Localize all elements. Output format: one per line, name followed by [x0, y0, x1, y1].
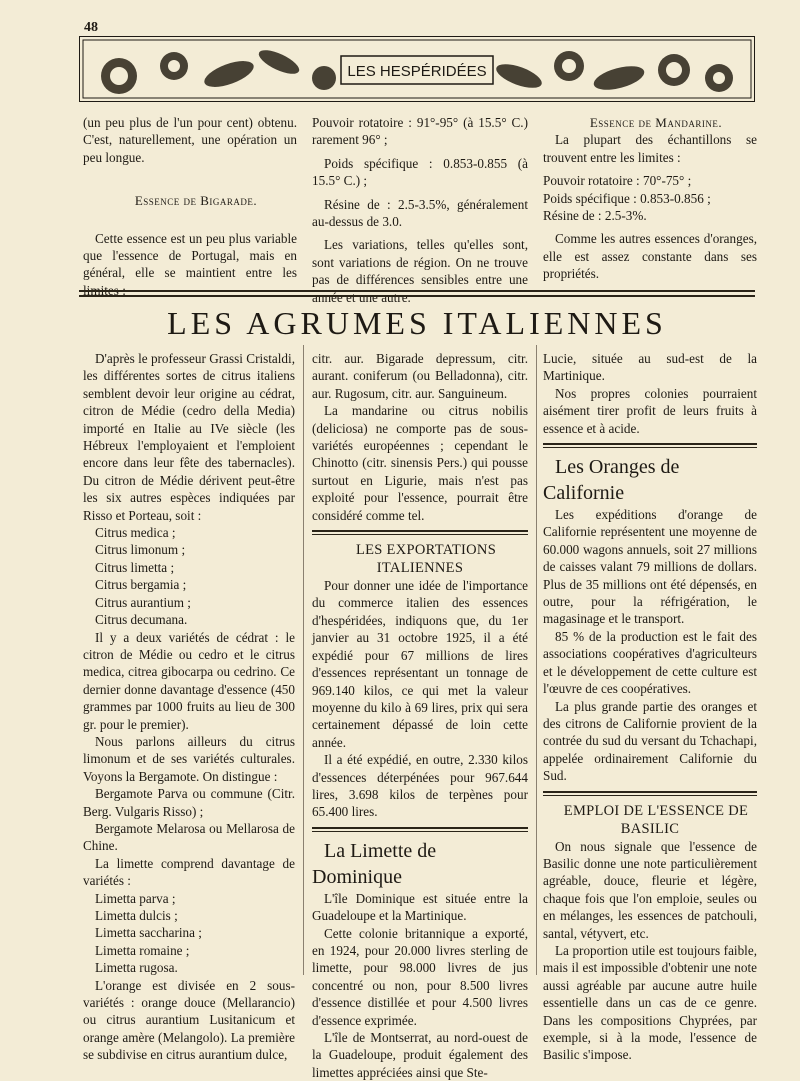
paragraph: Lucie, située au sud-est de la Martinique. — [543, 351, 757, 384]
paragraph: La limette comprend davantage de variétés : — [83, 855, 295, 889]
section-divider — [79, 290, 755, 300]
heading-exportations: LES EXPORTATIONS ITALIENNES — [355, 542, 497, 577]
paragraph: La plus grande partie des oranges et des citrons de Californie provient de la contrée du sud du versant du Tchachapi, appelée ordinairement Californie du Sud. — [543, 698, 757, 784]
list-item: Limetta parva ; — [95, 890, 176, 906]
top-column-1 — [83, 114, 297, 299]
paragraph: Comme les autres essences d'oranges, elle est assez constante dans ses propriétés. — [543, 231, 757, 282]
paragraph: (un peu plus de l'un pour cent) obtenu. C'est, naturellement, une opération un peu longue. — [83, 115, 297, 165]
list-item: Citrus aurantium ; — [95, 594, 191, 610]
list-item: Limetta saccharina ; — [95, 925, 202, 941]
heading-basilic: EMPLOI DE L'ESSENCE DE BASILIC — [563, 802, 749, 837]
column-rule — [536, 345, 537, 975]
heading-oranges-californie: Les Oranges de Californie — [543, 456, 680, 505]
paragraph: Les variations, telles qu'elles sont, sont variations de région. On ne trouve pas de différences sensibles entre une année et une autre. — [312, 237, 528, 305]
section-heading-mandarine: Essence de Mandarine. — [589, 115, 723, 130]
paragraph: Nous parlons ailleurs du citrus limonum et de ses variétés culturales. Voyons la Bergamote. On distingue : — [83, 733, 295, 784]
main-column-2 — [312, 350, 528, 1081]
paragraph: Cette colonie britannique a exporté, en 1924, pour 20.000 livres sterling de limette, pour 98.000 livres de jus concentré ou non, pour 8.500 livres d'essence distillée et pour 4.500 livres d'essence exprimée. — [312, 925, 528, 1028]
paragraph: Résine de : 2.5-3%. — [543, 208, 647, 224]
paragraph: La plupart des échantillons se trouvent entre les limites : — [543, 132, 757, 165]
divider — [312, 827, 528, 832]
paragraph: Il a été expédié, en outre, 2.330 kilos d'essences déterpénées pour 967.644 lires, 3.698 kilos de terpènes pour 65.400 lires. — [312, 752, 528, 820]
list-item: Citrus limetta ; — [95, 559, 175, 575]
divider — [543, 791, 757, 796]
list-item: Citrus bergamia ; — [95, 577, 187, 593]
paragraph: 85 % de la production est le fait des associations coopératives d'agriculteurs et le développement de cette culture est l'œuvre de ces coopératives. — [543, 628, 757, 697]
paragraph: On nous signale que l'essence de Basilic donne une note particulièrement agréable, douce, fleurie et légère, chaque fois que l'on emploie, seules ou en mélanges, les essences de patchouli, santal, vétyvert, etc. — [543, 838, 757, 941]
paragraph: Pouvoir rotatoire : 70°-75° ; — [543, 173, 692, 189]
divider — [312, 530, 528, 535]
paragraph: Poids spécifique : 0.853-0.855 (à 15.5° C.) ; — [312, 155, 528, 189]
list-item: Limetta rugosa. — [95, 960, 178, 976]
main-title: LES AGRUMES ITALIENNES — [167, 305, 667, 341]
heading-limette-dominique: La Limette de Dominique — [312, 839, 437, 888]
paragraph: Résine de : 2.5-3.5%, généralement au-dessus de 3.0. — [312, 196, 528, 230]
divider — [543, 443, 757, 448]
decorative-banner — [79, 36, 755, 102]
paragraph: Bergamote Melarosa ou Mellarosa de Chine. — [83, 820, 295, 854]
paragraph: Il y a deux variétés de cédrat : le citron de Médie ou cedro et le citrus medica, citrea gibocarpa ou cedrino. Ce dernier donne davantage d'essence (450 grammes par 1000 fruits au lieu de 300 gr. pour le premier). — [83, 629, 295, 732]
banner-title: LES HESPÉRIDÉES — [347, 63, 487, 80]
paragraph: Bergamote Parva ou commune (Citr. Berg. Vulgaris Risso) ; — [83, 786, 295, 819]
paragraph: Pouvoir rotatoire : 91°-95° (à 15.5° C.) rarement 96° ; — [312, 115, 528, 148]
list-item: Citrus decumana. — [95, 612, 188, 628]
page-number: 48 — [84, 20, 98, 35]
paragraph: Poids spécifique : 0.853-0.856 ; — [543, 190, 711, 206]
fruit-frieze-illustration — [79, 36, 755, 102]
list-item: Limetta romaine ; — [95, 942, 190, 958]
top-column-2 — [312, 114, 528, 306]
paragraph: La mandarine ou citrus nobilis (deliciosa) ne comporte pas de sous-variétés européennes ; cependant le Chinotto (citr. sinensis Pers.) qui pousse surtout en Ligurie, mais n'est pas exploité pour l'essence, pourrait être considéré comme tel. — [312, 403, 528, 523]
main-column-3 — [543, 350, 757, 1064]
paragraph: La proportion utile est toujours faible, mais il est impossible d'obtenir une note aussi agréable par aucune autre huile essentielle dans un cas de ce genre. Dans les compositions Chyprées, par exemple, si à la mode, l'essence de Basilic s'impose. — [543, 942, 757, 1063]
top-column-3 — [543, 114, 757, 283]
main-column-1 — [83, 350, 295, 1064]
paragraph: Nos propres colonies pourraient aisément tirer profit de leurs fruits à essence et à acide. — [543, 385, 757, 436]
paragraph: Cette essence est un peu plus variable que l'essence de Portugal, mais en général, elle se maintient entre les limites : — [83, 230, 297, 298]
list-item: Limetta dulcis ; — [95, 908, 178, 923]
paragraph: D'après le professeur Grassi Cristaldi, les différentes sortes de citrus italiens semblent devoir leur origine au cédrat, citron de Médie (cedro della Media) importé en Italie au IVe siècle (les Hébreux l'employaient et l'emploient encore dans leur fête des tabernacles). Du citron de Médie dérivent peut-être les six autres espèces indiquées par Risso et Porteau, soit : — [83, 351, 295, 523]
column-rule — [303, 345, 304, 975]
paragraph: Pour donner une idée de l'importance du commerce italien des essences d'hespéridées, indiquons que, du 1er janvier au 31 octobre 1925, il a été expédié pour 67 millions de lires d'essences représentant un tonnage de 969.140 kilos, ce qui met la valeur moyenne du kilo à 69 lires, prix qui sera certainement dépassé de loin cette année. — [312, 578, 528, 750]
paragraph: L'île de Montserrat, au nord-ouest de la Guadeloupe, produit également des limettes appréciées ainsi que Ste- — [312, 1030, 528, 1080]
paragraph: L'orange est divisée en 2 sous-variétés : orange douce (Mellarancio) ou citrus aurantium Lusitanicum et orange amère (Melangolo). La première se subdivise en citrus aurantium dulce, — [83, 977, 295, 1063]
paragraph: L'île Dominique est située entre la Guadeloupe et la Martinique. — [312, 890, 528, 924]
list-item: Citrus medica ; — [95, 525, 176, 541]
paragraph: citr. aur. Bigarade depressum, citr. aurant. coniferum (ou Belladonna), citr. aur. Rugosum, citr. aur. Sanguineum. — [312, 351, 528, 401]
section-heading-bigarade: Essence de Bigarade. — [134, 193, 258, 209]
paragraph: Les expéditions d'orange de Californie représentent une moyenne de 60.000 wagons annuels, soit 27 millions de caisses valant 79 millions de dollars. Plus de 35 millions ont été dépensés, en outre, pour la réfrigération, le magasinage et le transport. — [543, 507, 757, 627]
list-item: Citrus limonum ; — [95, 542, 186, 558]
